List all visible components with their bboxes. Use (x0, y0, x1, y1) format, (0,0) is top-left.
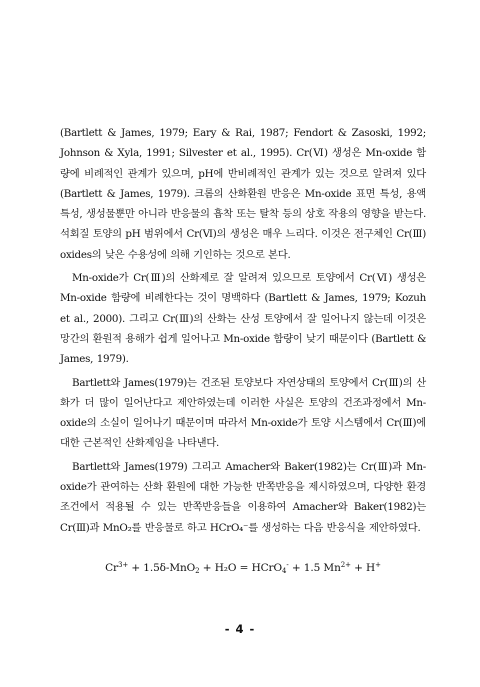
reaction-equation (60, 562, 426, 574)
equation-proton: + H (354, 562, 376, 574)
equation-mno2: + 1.5δ-MnO (131, 562, 196, 574)
equation-hcro4-charge: - (286, 561, 289, 569)
equation-hcro4-subscript: 4 (281, 567, 287, 575)
equation-mno2-subscript: 2 (195, 567, 200, 575)
equation-mn: + 1.5 Mn (291, 562, 341, 574)
equation-proton-charge: + (375, 561, 381, 569)
equation-cr-charge: 3+ (117, 561, 129, 569)
equation-mn-charge: 2+ (340, 561, 351, 569)
paragraph-1: (Bartlett & James, 1979; Eary & Rai, 1987; Fendort & Zasoski, 1992; Johnson & Xyla, 1991; Silvester et al., 1995). Cr(Ⅵ) 생성은 Mn-oxide 함량에 비례적인 관계가 있으며, pH에 반비례적인 관계가 있는 것으로 알려져 있다 (Bartlett & James, 1979). 크롬의 산화환원 반응은 Mn-oxide 표면 특성, 용액 특성, 생성물뿐만 아니라 반응물의 흡착 또는 탈착 등의 상호 작용의 영향을 받는다. 석회질 토양의 pH 범위에서 Cr(Ⅵ)의 생성은 매우 느리다. 이것은 전구체인 Cr(Ⅲ) oxides의 낮은 수용성에 의해 기인하는 것으로 본다. (60, 127, 426, 261)
body-text (60, 123, 426, 538)
paragraph-3: Bartlett와 James(1979)는 건조된 토양보다 자연상태의 토양에서 Cr(Ⅲ)의 산화가 더 많이 일어난다고 제안하였는데 이러한 사실은 토양의 건조과정에서 Mn-oxide의 소실이 일어나기 때문이며 따라서 Mn-oxide가 토양 시스템에서 Cr(Ⅲ)에 대한 근본적인 산화제임을 나타낸다. (60, 376, 426, 450)
page-number: - 4 - (224, 622, 256, 636)
equation-cr: Cr (105, 562, 118, 574)
equation-water: + H₂O = HCrO (202, 562, 282, 574)
paragraph-4: Bartlett와 James(1979) 그리고 Amacher와 Baker(1982)는 Cr(Ⅲ)과 Mn-oxide가 관여하는 산화 환원에 대한 가능한 반쪽반응을 제시하였으며, 다양한 환경조건에서 적용될 수 있는 반쪽반응들을 이용하여 Amacher와 Baker(1982)는 Cr(Ⅲ)과 MnO₂를 반응물로 하고 HCrO₄⁻를 생성하는 다음 반응식을 제안하였다. (60, 460, 426, 534)
paragraph-2: Mn-oxide가 Cr(Ⅲ)의 산화제로 잘 알려져 있으므로 토양에서 Cr(Ⅵ) 생성은 Mn-oxide 함량에 비례한다는 것이 명백하다 (Bartlett & James, 1979; Kozuh et al., 2000). 그리고 Cr(Ⅲ)의 산화는 산성 토양에서 잘 일어나지 않는데 이것은 망간의 환원적 용해가 쉽게 일어나고 Mn-oxide 함량이 낮기 때문이다 (Bartlett & James, 1979). (60, 272, 426, 366)
